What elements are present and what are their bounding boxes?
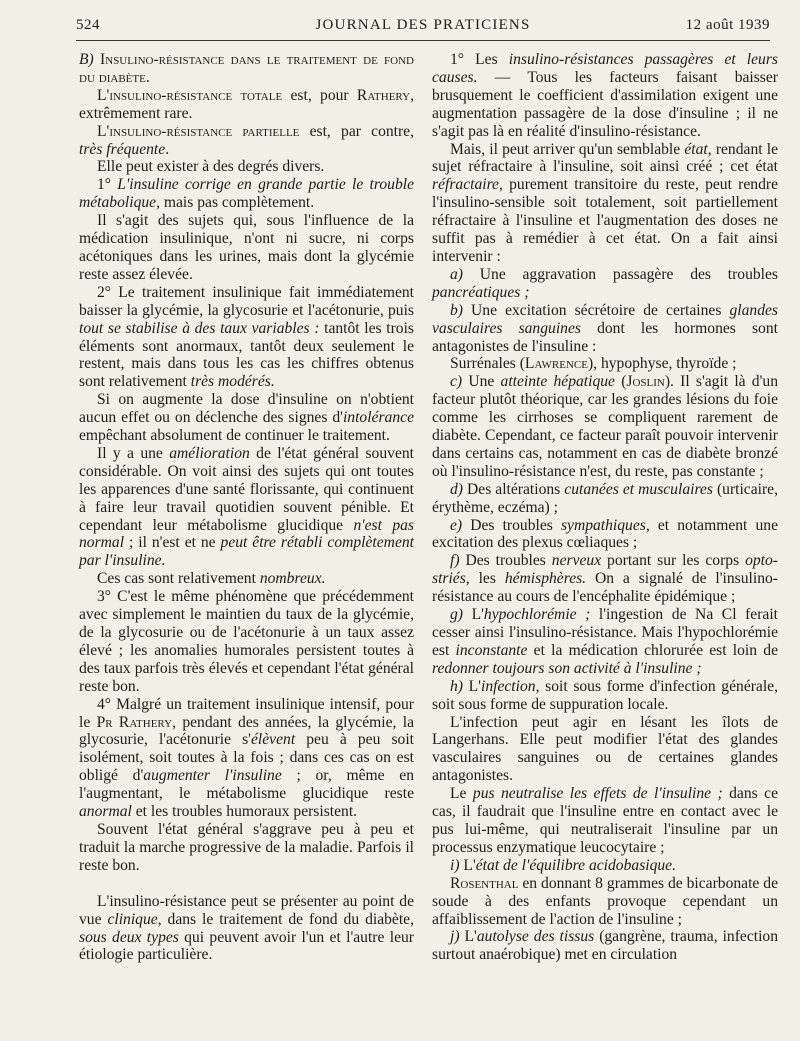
paragraph: L'infection peut agir en lésant les îlots de Langerhans. Elle peut modifier l'état des glandes vasculaires sanguines ou de certaines glandes antagonistes.: [432, 713, 778, 785]
paragraph: 1° Les insulino-résistances passagères et leurs causes. — Tous les facteurs faisant baisser brusquement le coefficient d'assimilation exigent une augmentation passagère de la dose d'insuline ; il ne s'agit pas là en réalité d'insulino-résistance.: [432, 51, 778, 140]
left-column: [79, 51, 414, 964]
paragraph: L'insulino-résistance totale est, pour Rathery, extrêmement rare.: [79, 86, 415, 122]
list-item: d) Des altérations cutanées et musculaires (urticaire, érythème, eczéma) ;: [432, 480, 778, 516]
paragraph: Si on augmente la dose d'insuline on n'obtient aucun effet ou on déclenche des signes d'intolérance empêchant absolument de continuer le traitement.: [79, 391, 414, 445]
issue-date: 12 août 1939: [685, 17, 770, 33]
paragraph: Ces cas sont relativement nombreux.: [97, 570, 326, 588]
paragraph: 2° Le traitement insulinique fait immédiatement baisser la glycémie, la glycosurie et l'acétonurie, puis tout se stabilise à des taux variables : tantôt les trois éléments sont anormaux, tantôt deux seulement le restent, mais dans tous les cas les chiffres obtenus sont relativement très modérés.: [79, 283, 414, 391]
header-rule: [76, 40, 770, 41]
paragraph: L'insulino-résistance peut se présenter au point de vue clinique, dans le traitement de fond du diabète, sous deux types qui peuvent avoir l'un et l'autre leur étiologie particulière.: [79, 892, 414, 964]
journal-title: JOURNAL DES PRATICIENS: [315, 17, 531, 33]
list-item: g) L'hypochlorémie ; l'ingestion de Na Cl ferait cesser ainsi l'insulino-résistance. Mais l'hypochlorémie est inconstante et la médication chlorurée est loin de redonner toujours son activité à l'insuline ;: [432, 606, 778, 677]
list-item: h) L'infection, soit sous forme d'infection générale, soit sous forme de suppuration locale.: [432, 677, 779, 713]
list-item: a) Une aggravation passagère des troubles pancréatiques ;: [432, 265, 778, 301]
list-item: i) L'état de l'équilibre acidobasique.: [450, 856, 677, 874]
paragraph: Souvent l'état général s'aggrave peu à peu et traduit la marche progressive de la maladie. Parfois il reste bon.: [79, 820, 414, 874]
right-column: [432, 51, 778, 964]
paragraph: Elle peut exister à des degrés divers.: [97, 158, 325, 176]
paragraph: Il s'agit des sujets qui, sous l'influence de la médication insulinique, n'ont ni sucre, ni corps acétoniques dans les urines, mais dont la glycémie reste assez élevée.: [79, 212, 414, 283]
paragraph: L'insulino-résistance partielle est, par contre, très fréquente.: [79, 122, 415, 158]
paragraph: Mais, il peut arriver qu'un semblable état, rendant le sujet réfractaire à l'insuline, soit ainsi créé ; cet état réfractaire, purement transitoire du reste, peut rendre l'insulino-sensible soit totalement, soit partiellement réfractaire à l'insuline et l'augmentation des doses ne suffit pas à remédier à cet état. On a fait ainsi intervenir :: [432, 140, 778, 265]
list-item: f) Des troubles nerveux portant sur les corps opto-striés, les hémisphères. On a signalé de l'insulino-résistance au cours de l'encéphalite épidémique ;: [432, 552, 778, 606]
paragraph: Rosenthal en donnant 8 grammes de bicarbonate de soude à des enfants provoque cependant un affaiblissement de l'action de l'insuline ;: [432, 874, 778, 928]
list-item: c) Une atteinte hépatique (Joslin). Il s'agit là d'un facteur plutôt théorique, car les grandes lésions du foie comme les cirrhoses se compliquent rarement de diabète. Cependant, ce facteur paraît pouvoir intervenir dans certains cas, notamment en cas de diabète bronzé où l'insulino-résistance n'est, du reste, pas constante ;: [432, 373, 779, 480]
page-number: 524: [76, 17, 100, 33]
paragraph: Il y a une amélioration de l'état général souvent considérable. On voit ainsi des sujets qui ont toutes les apparences d'une santé florissante, qui continuent à faire leur travail quotidien souvent pénible. Et cependant leur métabolisme glucidique n'est pas normal ; il n'est et ne peut être rétabli complètement par l'insuline.: [79, 444, 415, 570]
paragraph: 3° C'est le même phénomène que précédemment avec simplement le maintien du taux de la glycémie, de la glycosurie ou de l'acétonurie à un taux assez élevé ; les anomalies humorales persistent toutes à des taux parfois très élevés et cependant l'état général reste bon.: [79, 588, 414, 695]
list-item: b) Une excitation sécrétoire de certaines glandes vasculaires sanguines dont les hormones sont antagonistes de l'insuline :: [432, 301, 778, 355]
list-item: j) L'autolyse des tissus (gangrène, trauma, infection surtout anaérobique) met en circulation: [432, 928, 778, 964]
list-item: e) Des troubles sympathiques, et notamment une excitation des plexus cœliaques ;: [432, 516, 779, 552]
paragraph: Le pus neutralise les effets de l'insuline ; dans ce cas, il faudrait que l'insuline entre en contact avec le pus lui-même, qui neutraliserait l'insuline par un processus enzymatique leucocytaire ;: [432, 785, 778, 856]
paragraph: 1° L'insuline corrige en grande partie le trouble métabolique, mais pas complètement.: [79, 176, 414, 212]
paragraph: Surrénales (Lawrence), hypophyse, thyroïde ;: [450, 355, 737, 373]
running-header: [76, 14, 770, 36]
section-heading: B) Insulino-résistance dans le traitement de fond du diabète.: [79, 51, 415, 86]
paragraph: 4° Malgré un traitement insulinique intensif, pour le Pr Rathery, pendant des années, la glycémie, la glycosurie, l'acétonurie s'élèvent peu à peu soit isolément, soit toutes à la fois ; dans ces cas on est obligé d'augmenter l'insuline ; or, même en l'augmentant, le métabolisme glucidique reste anormal et les troubles humoraux persistent.: [79, 695, 415, 821]
